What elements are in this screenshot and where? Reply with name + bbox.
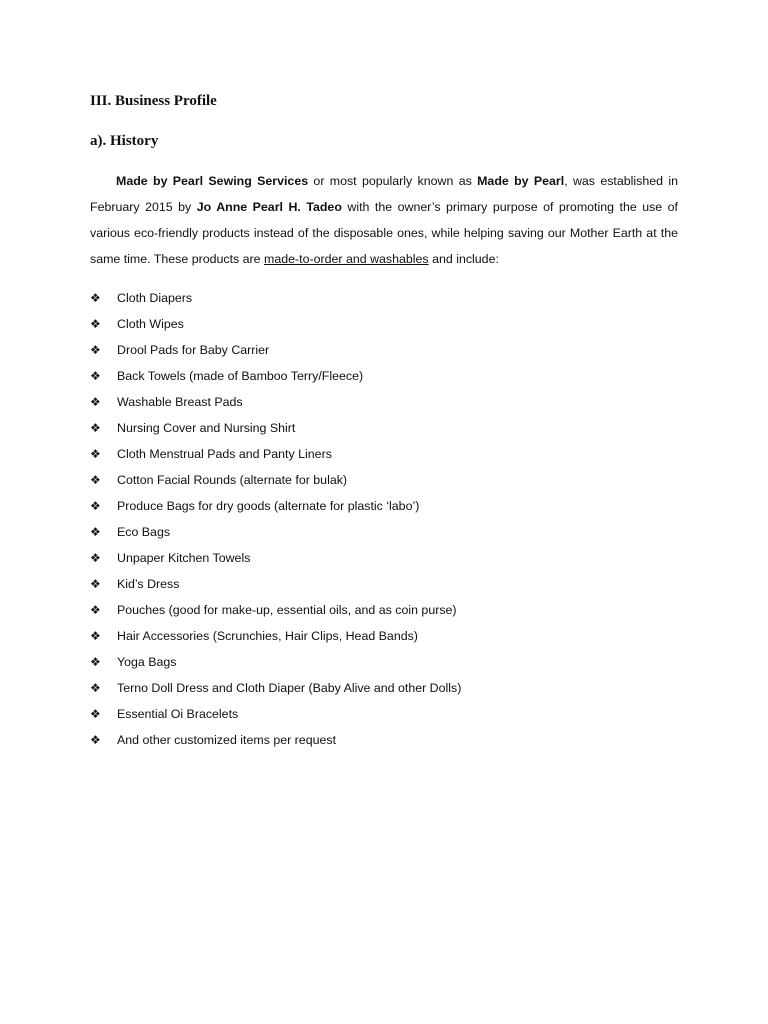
owner-name: Jo Anne Pearl H. Tadeo [196,200,342,214]
diamond-star-icon: ❖ [90,655,101,669]
paragraph-text: and include: [428,252,499,266]
list-item [90,649,461,675]
list-item [90,467,461,493]
list-item [90,337,461,363]
paragraph-text: or most popularly known as [308,174,478,188]
list-item-label: Kid’s Dress [117,577,180,591]
list-item-label: Yoga Bags [117,655,177,669]
list-item-label: And other customized items per request [117,733,337,747]
list-item-label: Produce Bags for dry goods (alternate for plastic ‘labo’) [117,499,420,513]
diamond-star-icon: ❖ [90,447,101,461]
list-item-label: Eco Bags [117,525,171,539]
diamond-star-icon: ❖ [90,733,101,747]
list-item [90,415,461,441]
list-item-label: Terno Doll Dress and Cloth Diaper (Baby Alive and other Dolls) [117,681,462,695]
list-item-label: Drool Pads for Baby Carrier [117,343,270,357]
business-name-full: Made by Pearl Sewing Services [116,174,309,188]
section-heading: III. Business Profile [90,93,217,109]
list-item [90,571,461,597]
list-item-label: Unpaper Kitchen Towels [117,551,251,565]
diamond-star-icon: ❖ [90,343,101,357]
list-item-label: Hair Accessories (Scrunchies, Hair Clips, Head Bands) [117,629,418,643]
diamond-star-icon: ❖ [90,707,101,721]
list-item [90,441,461,467]
subsection-heading: a). History [90,133,159,149]
diamond-star-icon: ❖ [90,681,101,695]
list-item-label: Cloth Diapers [117,291,193,305]
diamond-star-icon: ❖ [90,551,101,565]
list-item-label: Essential Oi Bracelets [117,707,239,721]
diamond-star-icon: ❖ [90,499,101,513]
list-item [90,597,461,623]
list-item-label: Cloth Menstrual Pads and Panty Liners [117,447,332,461]
diamond-star-icon: ❖ [90,629,101,643]
list-item [90,389,461,415]
list-item [90,545,461,571]
diamond-star-icon: ❖ [90,525,101,539]
diamond-star-icon: ❖ [90,395,101,409]
list-item [90,285,461,311]
list-item [90,701,461,727]
list-item [90,311,461,337]
list-item [90,675,461,701]
list-item [90,493,461,519]
list-item-label: Cotton Facial Rounds (alternate for bulak) [117,473,348,487]
list-item [90,519,461,545]
diamond-star-icon: ❖ [90,421,101,435]
underlined-phrase: made-to-order and washables [264,252,429,266]
diamond-star-icon: ❖ [90,603,101,617]
history-paragraph [90,168,678,272]
list-item-label: Nursing Cover and Nursing Shirt [117,421,296,435]
list-item-label: Pouches (good for make-up, essential oils, and as coin purse) [117,603,457,617]
list-item-label: Washable Breast Pads [117,395,243,409]
business-name-short: Made by Pearl [477,174,565,188]
product-list [90,285,461,753]
list-item-label: Cloth Wipes [117,317,184,331]
diamond-star-icon: ❖ [90,577,101,591]
diamond-star-icon: ❖ [90,291,101,305]
diamond-star-icon: ❖ [90,369,101,383]
paragraph-text: , was established in February 2015 by [90,174,678,214]
diamond-star-icon: ❖ [90,317,101,331]
list-item [90,727,461,753]
paragraph-text: with the owner’s primary purpose of promoting the use of various eco-friendly products instead of the disposable ones, while helping saving our Mother Earth at the same time. These products are [90,200,679,266]
list-item-label: Back Towels (made of Bamboo Terry/Fleece) [117,369,364,383]
list-item [90,623,461,649]
list-item [90,363,461,389]
diamond-star-icon: ❖ [90,473,101,487]
